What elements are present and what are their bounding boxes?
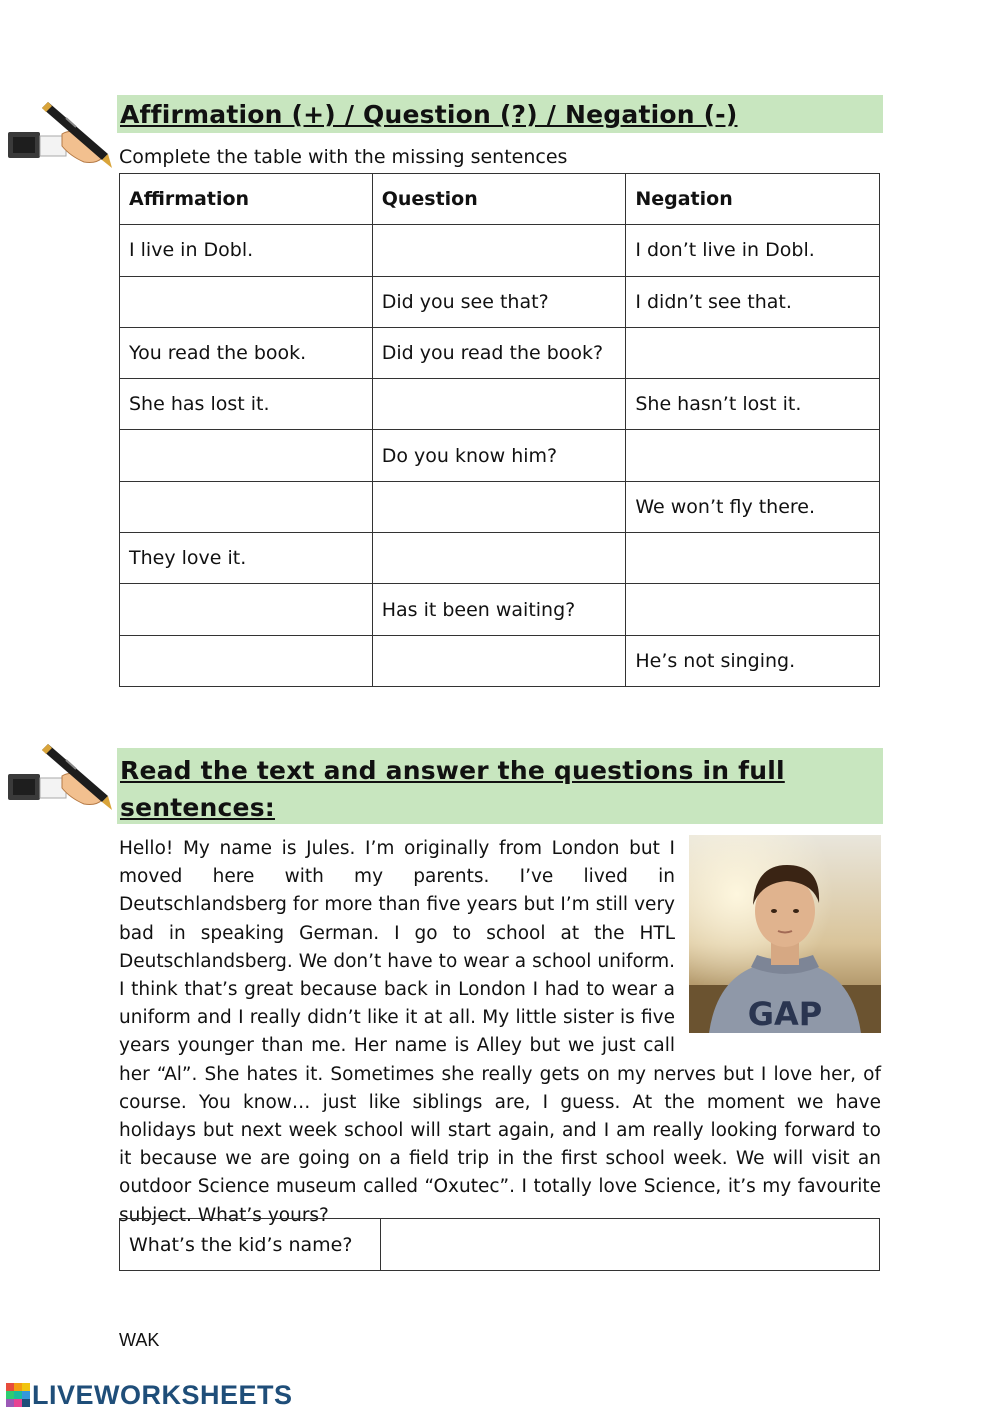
pen-writing-icon [4, 96, 114, 176]
affirmation-cell: They love it. [120, 533, 373, 584]
table-instruction: Complete the table with the missing sentences [119, 146, 568, 168]
affirmation-cell: She has lost it. [120, 379, 373, 430]
liveworksheets-logo [6, 1380, 293, 1410]
table-row [120, 276, 880, 327]
header-question: Question [372, 174, 626, 225]
boy-photo [689, 835, 881, 1033]
section2-title-line1: Read the text and answer the questions in full [120, 756, 785, 785]
question-cell: Did you see that? [372, 276, 626, 327]
table-row [120, 481, 880, 532]
table-row [120, 225, 880, 276]
affirmation-cell[interactable] [120, 584, 373, 635]
question-cell[interactable] [372, 379, 626, 430]
logo-icon [6, 1383, 30, 1407]
affirmation-cell[interactable] [120, 276, 373, 327]
negation-cell: I don’t live in Dobl. [626, 225, 880, 276]
author-initials: WAK [119, 1330, 160, 1350]
question-cell[interactable] [372, 635, 626, 686]
question-cell: Do you know him? [372, 430, 626, 481]
affirmation-cell: You read the book. [120, 327, 373, 378]
table-row [120, 430, 880, 481]
section1-title: Affirmation (+) / Question (?) / Negation (-) [117, 95, 883, 133]
negation-cell[interactable] [626, 584, 880, 635]
negation-cell[interactable] [626, 430, 880, 481]
question-table [119, 1218, 880, 1271]
reading-text-block [119, 835, 881, 1230]
negation-cell: I didn’t see that. [626, 276, 880, 327]
section2-title [117, 748, 883, 824]
sentence-table [119, 173, 880, 687]
affirmation-cell[interactable] [120, 481, 373, 532]
affirmation-cell[interactable] [120, 635, 373, 686]
question-cell[interactable] [372, 481, 626, 532]
table-row [120, 635, 880, 686]
question-cell: Has it been waiting? [372, 584, 626, 635]
negation-cell: He’s not singing. [626, 635, 880, 686]
table-row [120, 1219, 880, 1271]
question-cell[interactable] [372, 225, 626, 276]
table-row [120, 327, 880, 378]
table-row [120, 584, 880, 635]
table-row [120, 379, 880, 430]
question-cell: Did you read the book? [372, 327, 626, 378]
section2-title-line2: sentences: [120, 793, 275, 822]
table-header-row [120, 174, 880, 225]
sweatshirt-print: GAP [747, 995, 823, 1033]
negation-cell[interactable] [626, 533, 880, 584]
logo-text: LIVEWORKSHEETS [32, 1379, 293, 1410]
negation-cell: We won’t fly there. [626, 481, 880, 532]
reading-text: Hello! My name is Jules. I’m originally from London but I moved here with my parents. I’ve lived in Deutschlandsberg for more than five years but I’m still very bad in speaking German. I go to school at the HTL Deutschlandsberg. We don’t have to wear a school uniform. I think that’s great because back in London I had to wear a uniform and I really didn’t like it at all. My little sister is five years younger than me. Her name is Alley but we just call her “Al”. She hates it. Sometimes she really gets on my nerves but I love her, of course. You know… just like siblings are, I guess. At the moment we have holidays but next week school will start again, and I am really looking forward to it because we are going on a field trip in the first school week. We will visit an outdoor Science museum called “Oxutec”. I totally love Science, it’s my favourite subject. What’s yours? [119, 838, 881, 1226]
answer-input[interactable] [381, 1219, 880, 1271]
header-negation: Negation [626, 174, 880, 225]
negation-cell[interactable] [626, 327, 880, 378]
affirmation-cell[interactable] [120, 430, 373, 481]
negation-cell: She hasn’t lost it. [626, 379, 880, 430]
affirmation-cell: I live in Dobl. [120, 225, 373, 276]
question-cell[interactable] [372, 533, 626, 584]
table-row [120, 533, 880, 584]
question-text: What’s the kid’s name? [120, 1219, 381, 1271]
pen-writing-icon [4, 738, 114, 818]
header-affirmation: Affirmation [120, 174, 373, 225]
